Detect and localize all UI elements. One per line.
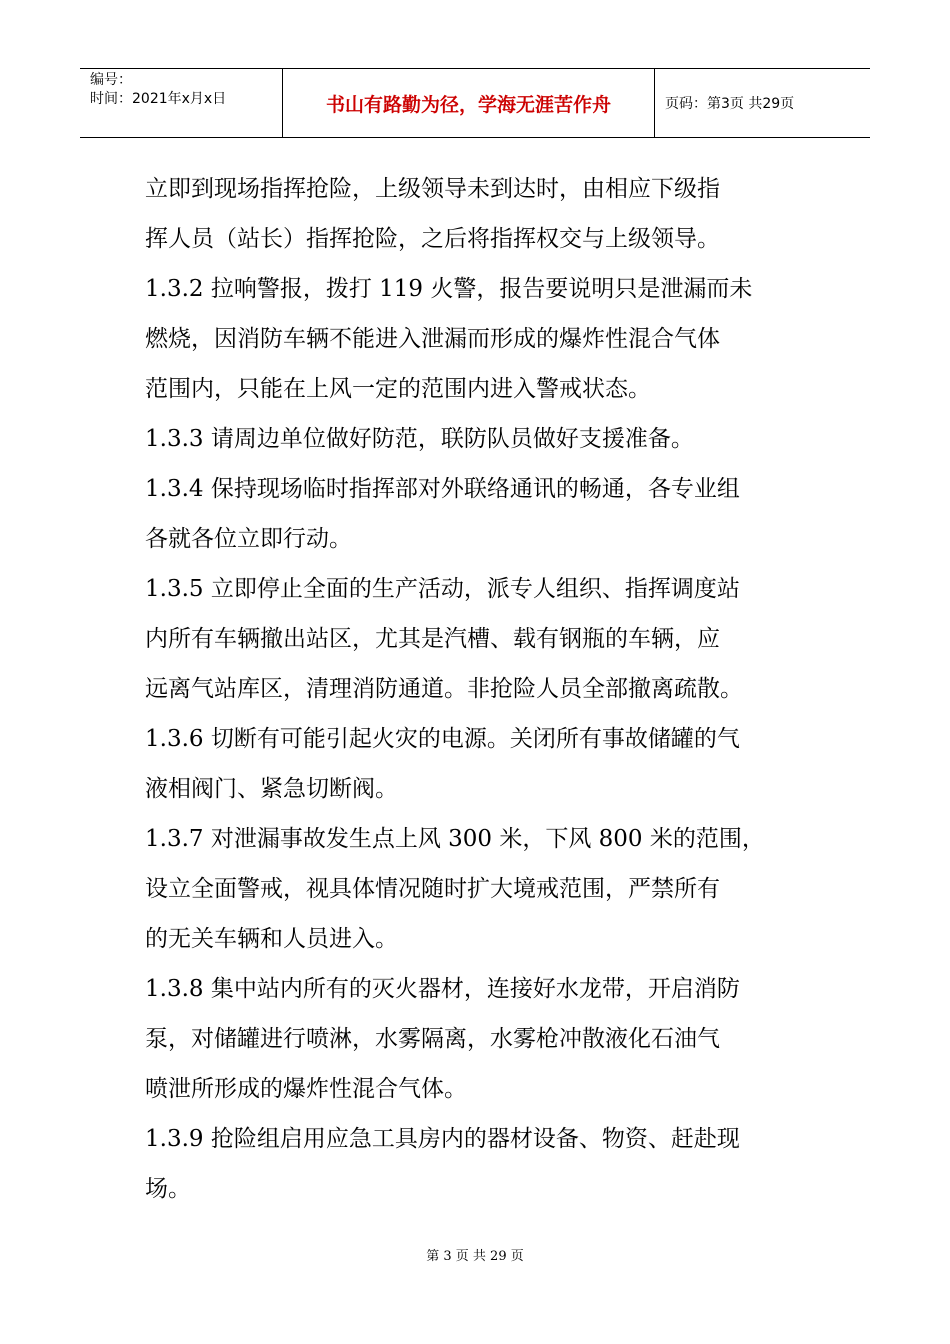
body-line: 远离气站库区，清理消防通道。非抢险人员全部撤离疏散。 [145, 676, 743, 702]
body-line: 1.3.3 请周边单位做好防范，联防队员做好支援准备。 [145, 426, 694, 452]
body-line: 的无关车辆和人员进入。 [145, 926, 398, 952]
header-page-info: 页码：第3页 共29页 [665, 96, 795, 112]
body-line: 场。 [145, 1176, 191, 1202]
body-line: 泵，对储罐进行喷淋，水雾隔离，水雾枪冲散液化石油气 [145, 1026, 720, 1052]
body-line: 液相阀门、紧急切断阀。 [145, 776, 398, 802]
page-footer: 第 3 页 共 29 页 [426, 1249, 524, 1264]
body-line: 设立全面警戒，视具体情况随时扩大境戒范围，严禁所有 [145, 876, 720, 902]
body-line: 范围内，只能在上风一定的范围内进入警戒状态。 [145, 376, 651, 402]
header-motto: 书山有路勤为径，学海无涯苦作舟 [283, 69, 655, 137]
document-number-label: 编号： [90, 72, 132, 88]
body-line: 喷泄所形成的爆炸性混合气体。 [145, 1076, 467, 1102]
body-line: 1.3.7 对泄漏事故发生点上风 300 米，下风 800 米的范围， [145, 826, 765, 852]
body-line: 燃烧，因消防车辆不能进入泄漏而形成的爆炸性混合气体 [145, 326, 720, 352]
body-line: 1.3.2 拉响警报，拨打 119 火警，报告要说明只是泄漏而未 [145, 276, 753, 302]
document-date-label: 时间：2021年x月x日 [90, 91, 227, 107]
page-header [80, 68, 870, 138]
body-line: 1.3.6 切断有可能引起火灾的电源。关闭所有事故储罐的气 [145, 726, 740, 752]
body-line: 1.3.5 立即停止全面的生产活动，派专人组织、指挥调度站 [145, 576, 740, 602]
body-line: 立即到现场指挥抢险，上级领导未到达时，由相应下级指 [145, 176, 720, 202]
body-line: 内所有车辆撤出站区，尤其是汽槽、载有钢瓶的车辆，应 [145, 626, 720, 652]
document-body [145, 164, 825, 1214]
header-meta [80, 69, 283, 137]
body-line: 1.3.4 保持现场临时指挥部对外联络通讯的畅通，各专业组 [145, 476, 740, 502]
body-line: 挥人员（站长）指挥抢险，之后将指挥权交与上级领导。 [145, 226, 720, 252]
body-line: 1.3.9 抢险组启用应急工具房内的器材设备、物资、赶赴现 [145, 1126, 740, 1152]
body-line: 1.3.8 集中站内所有的灭火器材，连接好水龙带，开启消防 [145, 976, 740, 1002]
body-line: 各就各位立即行动。 [145, 526, 352, 552]
